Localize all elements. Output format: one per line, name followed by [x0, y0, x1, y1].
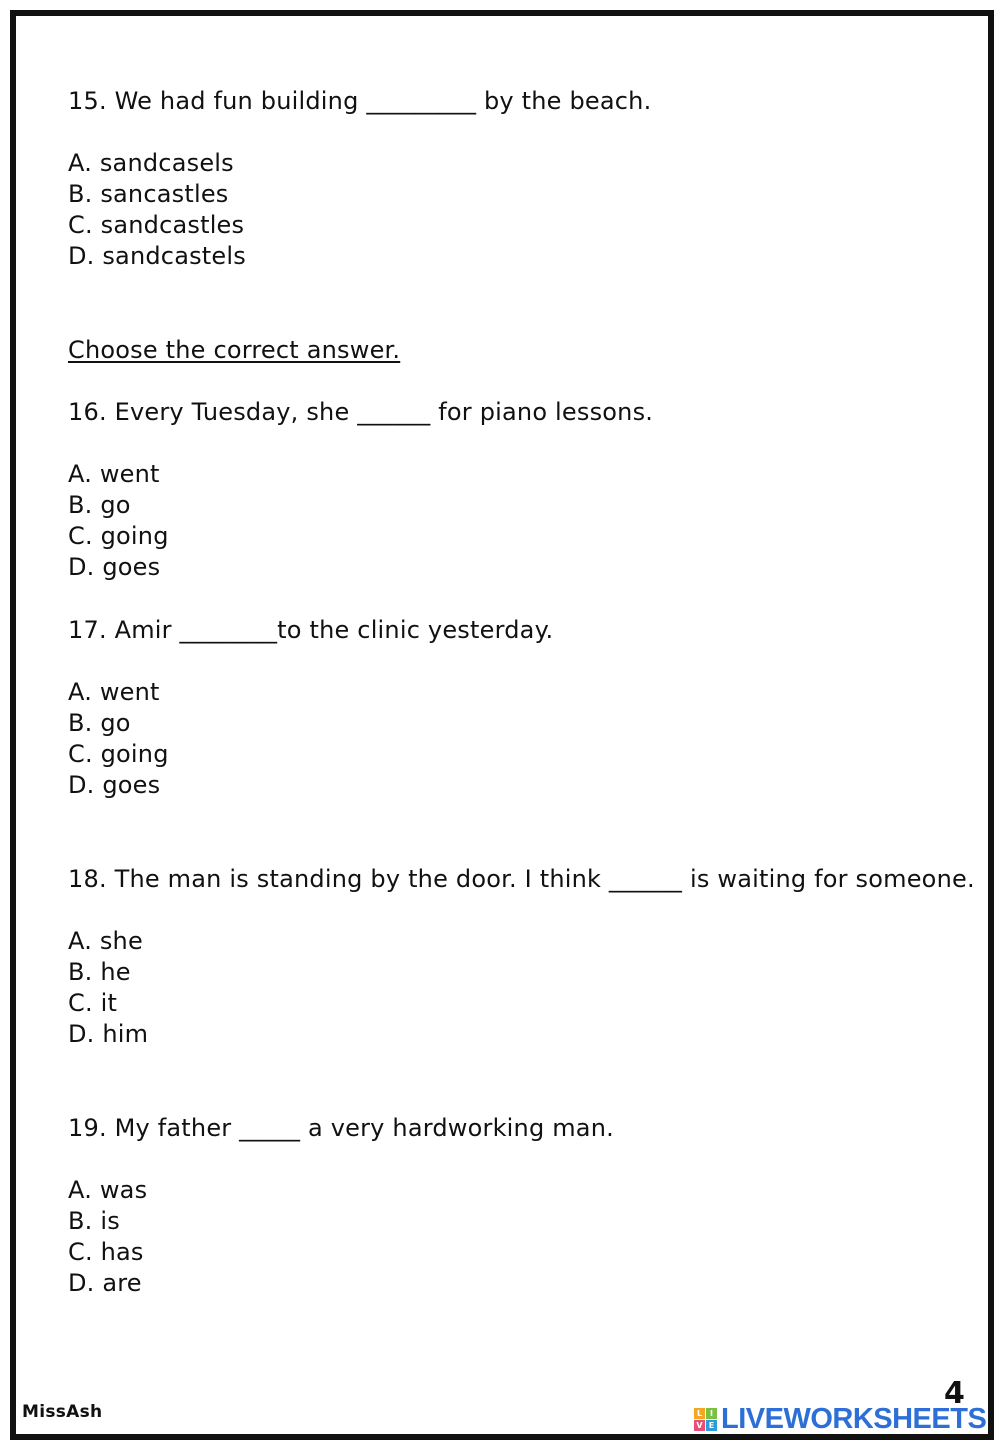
- question-15-option-b: B. sancastles: [68, 180, 229, 208]
- question-17-text: 17. Amir ________to the clinic yesterday.: [68, 616, 554, 644]
- question-15-option-a: A. sandcasels: [68, 149, 234, 177]
- question-15-option-c: C. sandcastles: [68, 211, 245, 239]
- question-15-text: 15. We had fun building _________ by the beach.: [68, 87, 652, 115]
- question-18-text: 18. The man is standing by the door. I think ______ is waiting for someone.: [68, 865, 975, 893]
- logo-grid-icon: [694, 1408, 717, 1431]
- question-17-option-a: A. went: [68, 678, 160, 706]
- question-16-option-c: C. going: [68, 522, 169, 550]
- question-18-option-b: B. he: [68, 958, 131, 986]
- question-19-option-a: A. was: [68, 1176, 148, 1204]
- question-16-option-d: D. goes: [68, 553, 161, 581]
- question-18-option-d: D. him: [68, 1020, 149, 1048]
- question-19-option-b: B. is: [68, 1207, 120, 1235]
- section-instruction: Choose the correct answer.: [68, 336, 401, 364]
- logo-wordmark: LIVEWORKSHEETS: [721, 1403, 987, 1435]
- logo-tile-i: I: [706, 1408, 717, 1419]
- question-18-option-c: C. it: [68, 989, 118, 1017]
- question-17-option-b: B. go: [68, 709, 131, 737]
- logo-tile-e: E: [706, 1420, 717, 1431]
- question-16-option-b: B. go: [68, 491, 131, 519]
- question-19-text: 19. My father _____ a very hardworking man.: [68, 1114, 614, 1142]
- question-18-option-a: A. she: [68, 927, 143, 955]
- page-number: 4: [944, 1376, 965, 1411]
- logo-tile-v: V: [694, 1420, 705, 1431]
- question-19-option-c: C. has: [68, 1238, 144, 1266]
- question-16-option-a: A. went: [68, 460, 160, 488]
- liveworksheets-logo[interactable]: [694, 1404, 986, 1434]
- question-16-text: 16. Every Tuesday, she ______ for piano lessons.: [68, 398, 654, 426]
- question-15-option-d: D. sandcastels: [68, 242, 246, 270]
- question-19-option-d: D. are: [68, 1269, 142, 1297]
- question-17-option-d: D. goes: [68, 771, 161, 799]
- logo-tile-l: L: [694, 1408, 705, 1419]
- author-signature: MissAsh: [22, 1402, 103, 1422]
- question-17-option-c: C. going: [68, 740, 169, 768]
